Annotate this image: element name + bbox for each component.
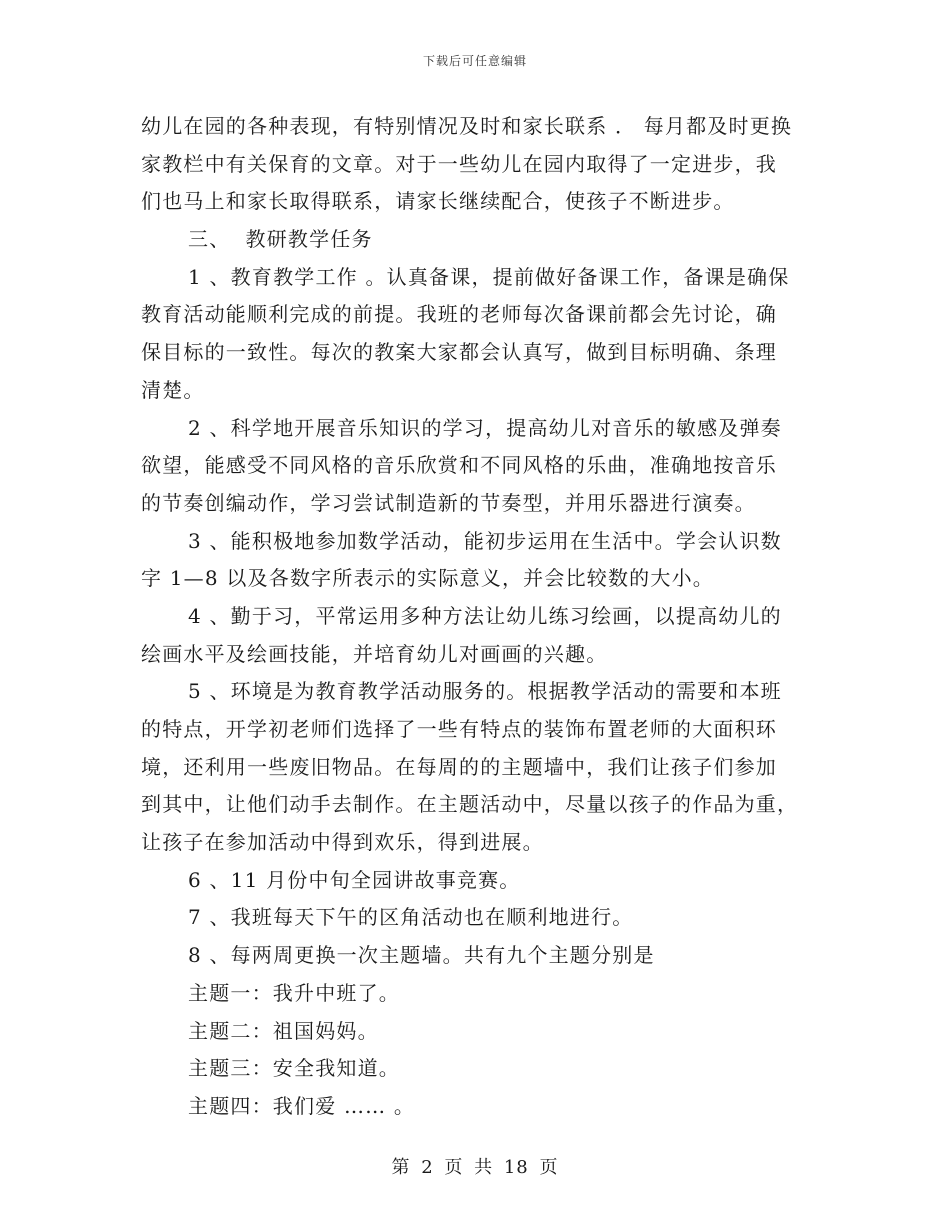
theme-item: 主题二：祖国妈妈。	[188, 1018, 379, 1043]
text-line: 1 、教育教学工作 。认真备课，提前做好备课工作，备课是确保	[188, 264, 790, 289]
text-line: 幼儿在园的各种表现，有特别情况及时和家长联系 ． 每月都及时更换	[141, 114, 793, 138]
text-line: 欲望，能感受不同风格的音乐欣赏和不同风格的乐曲，准确地按音乐	[141, 453, 777, 478]
theme-item: 主题四：我们爱 …… 。	[188, 1093, 416, 1118]
text-line: 保目标的一致性。每次的教案大家都会认真写，做到目标明确、条理	[141, 340, 777, 365]
text-line: 的节奏创编动作，学习尝试制造新的节奏型，并用乐器进行演奏。	[141, 490, 756, 515]
text-line: 家教栏中有关保育的文章。对于一些幼儿在园内取得了一定进步，我	[141, 151, 777, 176]
text-line: 的特点，开学初老师们选择了一些有特点的装饰布置老师的大面积环	[141, 717, 777, 741]
text-line: 8 、每两周更换一次主题墙。共有九个主题分别是	[188, 943, 655, 968]
text-line: 5 、环境是为教育教学活动服务的。根据教学活动的需要和本班	[188, 679, 782, 704]
text-line: 7 、我班每天下午的区角活动也在顺利地进行。	[188, 905, 634, 930]
document-body	[141, 108, 811, 1126]
text-line: 2 、科学地开展音乐知识的学习，提高幼儿对音乐的敏感及弹奏	[188, 415, 782, 440]
text-line: 让孩子在参加活动中得到欢乐，得到进展。	[141, 830, 544, 855]
theme-item: 主题一：我升中班了。	[188, 980, 400, 1005]
theme-item: 主题三：安全我知道。	[188, 1056, 400, 1081]
page-number-footer: 第 2 页 共 18 页	[391, 1157, 559, 1178]
text-line: 字 1—8 以及各数字所表示的实际意义，并会比较数的大小。	[141, 566, 714, 591]
text-line: 清楚。	[141, 377, 205, 402]
text-line: 境，还利用一些废旧物品。在每周的的主题墙中，我们让孩子们参加	[141, 754, 777, 779]
text-line: 6 、11 月份中旬全园讲故事竞赛。	[188, 867, 521, 892]
text-line: 到其中，让他们动手去制作。在主题活动中，尽量以孩子的作品为重，	[141, 792, 799, 817]
page-header: 下载后可任意编辑	[422, 54, 527, 68]
text-line: 绘画水平及绘画技能，并培育幼儿对画画的兴趣。	[141, 641, 608, 666]
section-heading: 三、 教研教学任务	[188, 227, 373, 252]
text-line: 4 、勤于习，平常运用多种方法让幼儿练习绘画，以提高幼儿的	[188, 603, 782, 628]
text-line: 教育活动能顺利完成的前提。我班的老师每次备课前都会先讨论，确	[141, 302, 777, 327]
text-line: 们也马上和家长取得联系，请家长继续配合，使孩子不断进步。	[141, 189, 735, 214]
text-line: 3 、能积极地参加数学活动，能初步运用在生活中。学会认识数	[188, 528, 782, 553]
